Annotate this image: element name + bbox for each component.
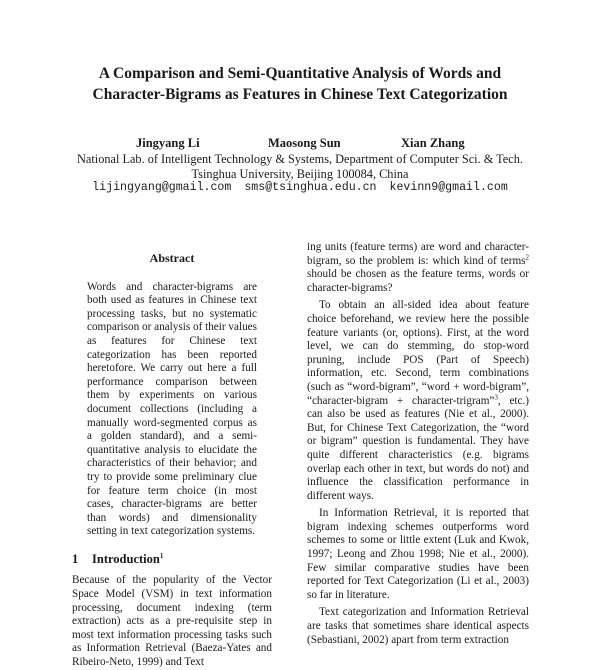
section-title: Introduction [92, 551, 160, 566]
abstract-text: Words and character-bigrams are both used as features in Chinese text processing tasks, but no systematic comparison or analysis of their values as features for Chinese text categorization has been reported heretofore. We carry out here a full performance comparison between them by experiments on various document collections (including a manually word-segmented corpus as a golden standard), and a semi-quantitative analysis to elucidate the characteristics of their behavior; and try to provide some preliminary clue for feature term choice (in most cases, character-bigrams are better than words) and dimensionality setting in text categorization systems. [87, 280, 257, 538]
author-2: Maosong Sun [268, 136, 341, 150]
paragraph-1-text-b: should be chosen as the feature terms, words or character-bigrams? [307, 268, 529, 294]
paper-title [0, 63, 600, 105]
affiliation-line-1: National Lab. of Intelligent Technology & Systems, Department of Computer Sci. & Tech. [77, 152, 523, 166]
affiliation [0, 152, 600, 182]
abstract-heading: Abstract [149, 251, 195, 265]
email-1: lijingyang@gmail.com [92, 181, 232, 194]
left-column [72, 252, 272, 670]
footnote-mark-3: 3 [494, 392, 498, 401]
email-2: sms@tsinghua.edu.cn [244, 181, 377, 194]
author-1: Jingyang Li [136, 136, 200, 150]
paragraph-2-text-b: , etc.) can also be used as features (Nie et al., 2000). But, for Chinese Text Categorization, the “word or bigram” question is fundamental. They have quite different characteristics (e.g. bigrams overlap each other in text, but words do not) and influence the classification performance in different ways. [307, 394, 530, 502]
introduction-text: Because of the popularity of the Vector Space Model (VSM) in text information processing, document indexing (term extraction) acts as a pre-requisite step in most text information processing tasks such as Information Retrieval (Baeza-Yates and Ribeiro-Neto, 1999) and Text [72, 574, 272, 669]
paragraph-3: In Information Retrieval, it is reported that bigram indexing schemes outperforms word schemes to some or little extent (Luk and Kwok, 1997; Leong and Zhou 1998; Nie et al., 2000). Few similar comparative studies have been reported for Text Categorization (Li et al., 2003) so far in literature. [307, 507, 529, 601]
email-list [0, 181, 600, 194]
footnote-mark: 1 [159, 551, 164, 560]
footnote-mark-2: 2 [525, 252, 529, 261]
title-line-1: A Comparison and Semi-Quantitative Analysis of Words and [98, 65, 502, 82]
author-3: Xian Zhang [401, 136, 465, 150]
affiliation-line-2: Tsinghua University, Beijing 100084, China [191, 167, 409, 181]
paragraph-2 [307, 299, 529, 503]
paragraph-1-text-a: ing units (feature terms) are word and character-bigram, so the problem is: which kind of terms [307, 241, 529, 267]
paragraph-1 [307, 241, 529, 295]
section-number: 1 [72, 551, 79, 566]
paragraph-2-text-a: To obtain an all-sided idea about feature choice beforehand, we review here the possible feature variants (or, options). First, at the word level, we can do stemming, do stop-word pruning, include POS (Part of Speech) information, etc. Second, term combinations (such as “word-bigram”, “word + word-bigram”, “character-bigram + character-trigram” [307, 299, 529, 407]
title-line-2: Character-Bigrams as Features in Chinese Text Categorization [92, 86, 508, 103]
introduction-heading [72, 553, 272, 567]
right-column [307, 241, 529, 647]
paragraph-4: Text categorization and Information Retrieval are tasks that sometimes share identical aspects (Sebastiani, 2002) apart from term extraction [307, 606, 529, 646]
email-3: kevinn9@gmail.com [389, 181, 508, 194]
